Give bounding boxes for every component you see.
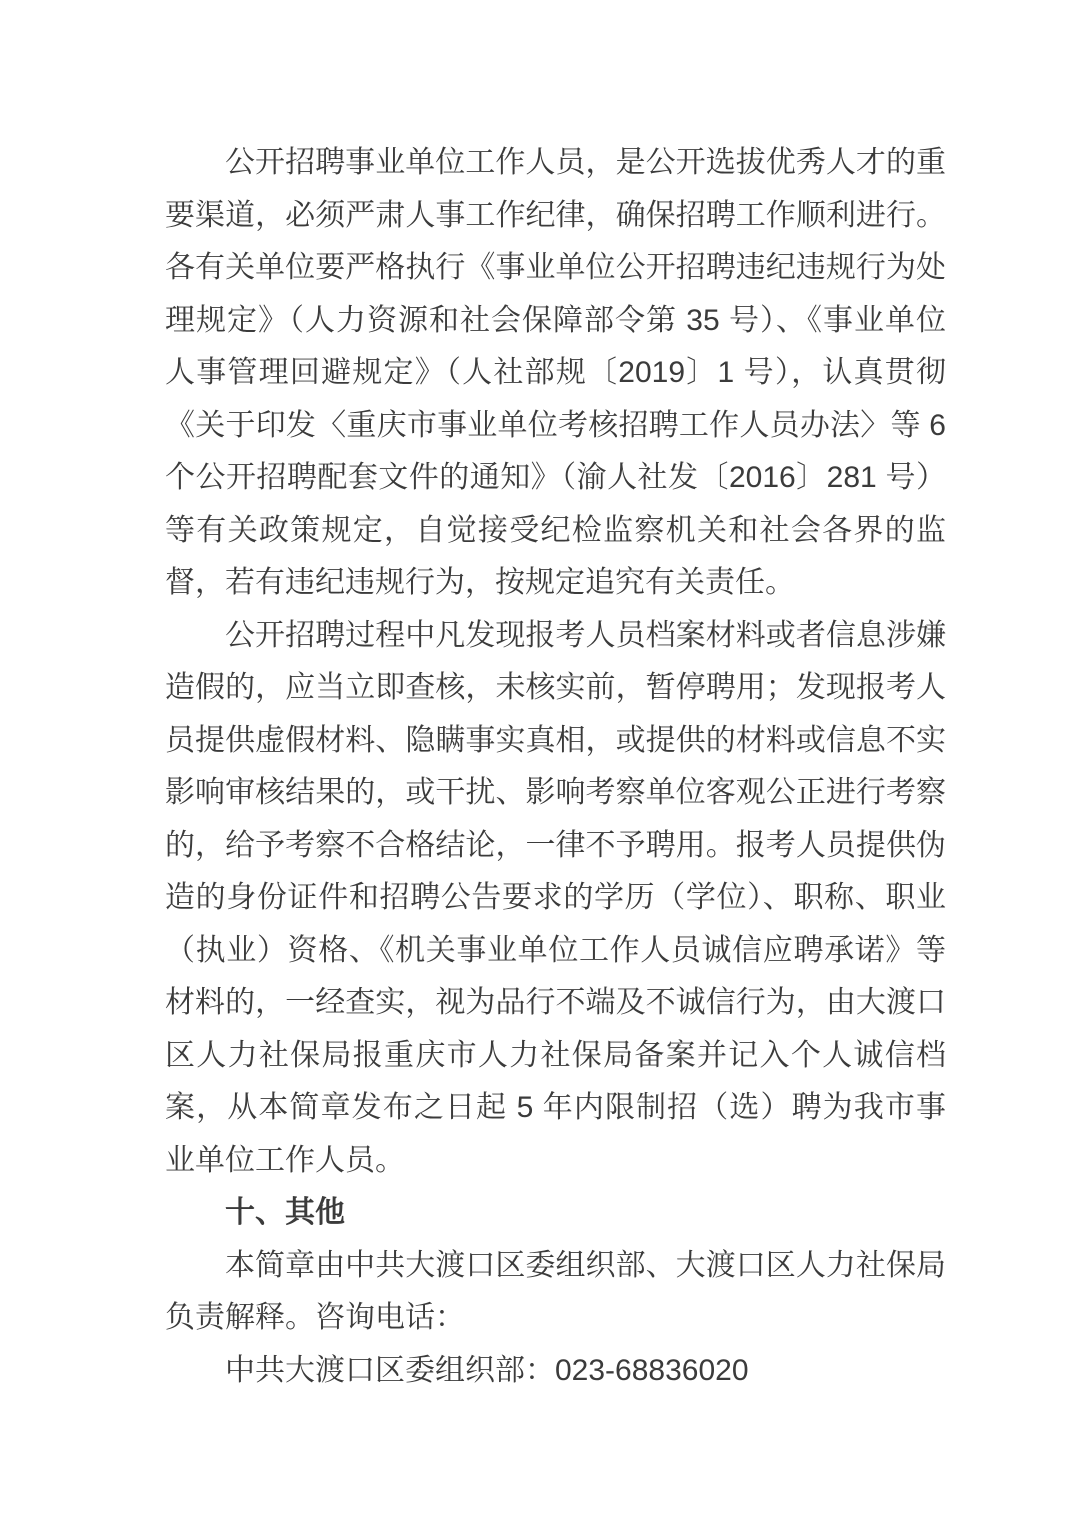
paragraph-contact-org-dept-phone: 中共大渡口区委组织部：023-68836020 (225, 1353, 749, 1387)
section-heading-other: 十、其他 (225, 1196, 345, 1229)
paragraph-fraud-handling: 公开招聘过程中凡发现报考人员档案材料或者信息涉嫌造假的，应当立即查核，未核实前，暂停聘用；发现报考人员提供虚假材料、隐瞒事实真相，或提供的材料或信息不实影响审核结果的，或干扰、影响考察单位客观公正进行考察的，给予考察不合格结论，一律不予聘用。报考人员提供伪造的身份证件和招聘公告要求的学历（学位）、职称、职业（执业）资格、《机关事业单位工作人员诚信应聘承诺》等材料的，一经查实，视为品行不端及不诚信行为，由大渡口区人力社保局报重庆市人力社保局备案并记入个人诚信档案，从本简章发布之日起 5 年内限制招（选）聘为我市事业单位工作人员。 (165, 618, 946, 1177)
paragraph-recruitment-discipline: 公开招聘事业单位工作人员，是公开选拔优秀人才的重要渠道，必须严肃人事工作纪律，确保招聘工作顺利进行。各有关单位要严格执行《事业单位公开招聘违纪违规行为处理规定》（人力资源和社会保障部令第 35 号）、《事业单位人事管理回避规定》（人社部规〔2019〕1 号），认真贯彻《关于印发〈重庆市事业单位考核招聘工作人员办法〉等 6 个公开招聘配套文件的通知》（渝人社发〔2016〕281 号）等有关政策规定，自觉接受纪检监察机关和社会各界的监督，若有违纪违规行为，按规定追究有关责任。 (165, 146, 946, 599)
paragraph-interpretation-authority: 本简章由中共大渡口区委组织部、大渡口区人力社保局负责解释。咨询电话： (165, 1248, 946, 1334)
